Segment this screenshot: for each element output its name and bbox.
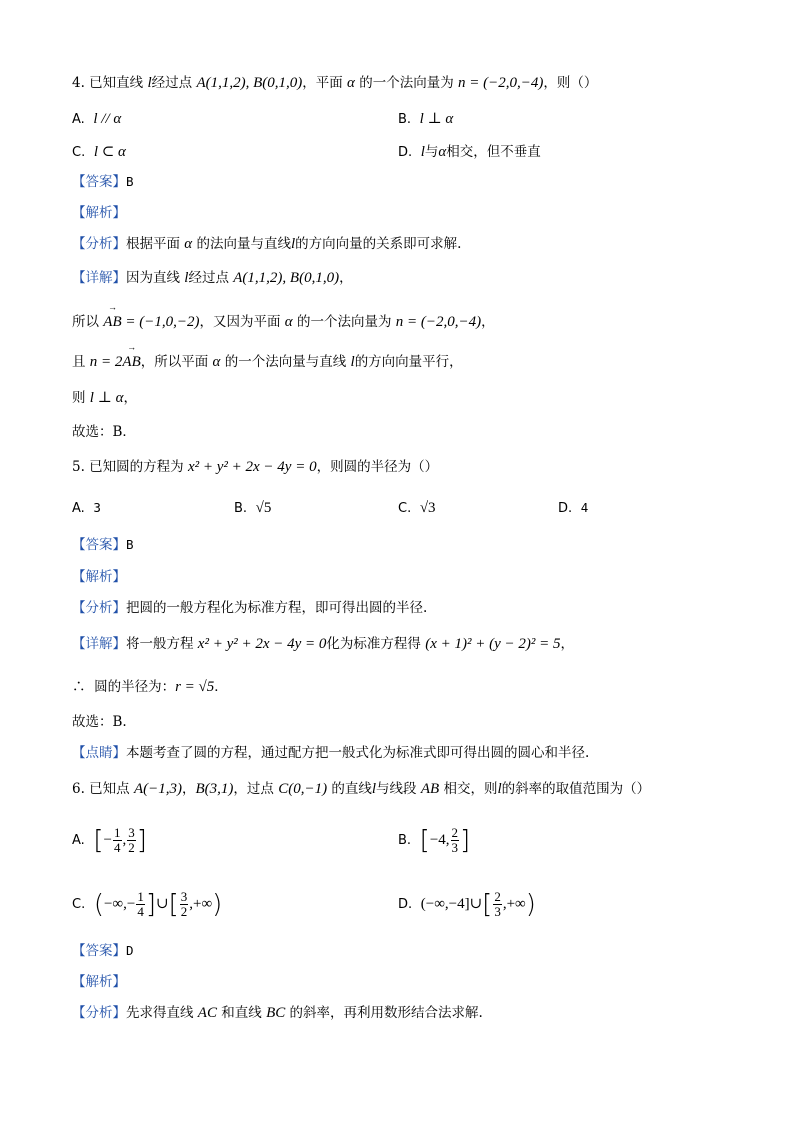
- q6-option-c: C. (−∞,− $\frac{1}{4}$ ]∪[ $\frac{3}{2}$ ,+∞): [72, 889, 223, 920]
- q6-option-b: B. [−4, $\frac{2}{3}$ ]: [398, 825, 471, 856]
- q5-dianjing: 【点睛】本题考查了圆的方程，通过配方把一般式化为标准式即可得出圆的圆心和半径.: [72, 745, 590, 761]
- q5-option-b: B. √5: [234, 500, 272, 516]
- q4-xiangjie-1: 【详解】因为直线 l经过点 A(1,1,2), B(0,1,0)，: [72, 270, 353, 286]
- q6-analysis-heading: 【解析】: [72, 974, 126, 990]
- q5-option-d: D. 4: [558, 500, 589, 516]
- q5-xiangjie: 【详解】将一般方程 x² + y² + 2x − 4y = 0化为标准方程得 (x + 1)² + (y − 2)² = 5，: [72, 636, 574, 652]
- q5-choose: 故选：B.: [72, 714, 127, 730]
- q4-option-c: C. l ⊂ α: [72, 144, 126, 160]
- q4-xiangjie-3: 且 n = 2 → AB，所以平面 α 的一个法向量与直线 l的方向向量平行，: [72, 342, 463, 370]
- q4-answer: 【答案】B: [72, 174, 134, 190]
- q6-answer: 【答案】D: [72, 943, 134, 959]
- q4-xiangjie-2: 所以 → AB = (−1,0,−2)，又因为平面 α 的一个法向量为 n = (−2,0,−4)，: [72, 302, 495, 330]
- q6-fenxi: 【分析】先求得直线 AC 和直线 BC 的斜率，再利用数形结合法求解.: [72, 1005, 483, 1021]
- q5-option-a: A. 3: [72, 500, 101, 516]
- q6-option-a: A. [− $\frac{1}{4}$ , $\frac{3}{2}$ ]: [72, 825, 147, 856]
- q4-option-a: A. l // α: [72, 111, 122, 127]
- q6-option-d: D. (−∞,−4]∪[ $\frac{2}{3}$ ,+∞): [398, 889, 536, 920]
- q4-stem: 4. 已知直线 l经过点 A(1,1,2), B(0,1,0)，平面 α 的一个法向量为 n = (−2,0,−4)，则（）: [72, 75, 598, 91]
- q4-option-d: D. l与α相交，但不垂直: [398, 144, 541, 160]
- q5-stem: 5. 已知圆的方程为 x² + y² + 2x − 4y = 0，则圆的半径为（）: [72, 459, 439, 475]
- q5-analysis-heading: 【解析】: [72, 569, 126, 585]
- q5-fenxi: 【分析】把圆的一般方程化为标准方程，即可得出圆的半径.: [72, 600, 428, 616]
- q5-option-c: C. √3: [398, 500, 436, 516]
- q6-stem: 6. 已知点 A(−1,3)，B(3,1)，过点 C(0,−1) 的直线l与线段 AB 相交，则l的斜率的取值范围为（）: [72, 781, 651, 797]
- q4-xiangjie-4: 则 l ⊥ α，: [72, 390, 137, 406]
- q5-radius: ∴ 圆的半径为：r = √5．: [72, 679, 228, 695]
- q4-fenxi: 【分析】根据平面 α 的法向量与直线l的方向向量的关系即可求解.: [72, 236, 462, 252]
- q4-option-b: B. l ⊥ α: [398, 111, 454, 127]
- q4-analysis-heading: 【解析】: [72, 205, 126, 221]
- q5-answer: 【答案】B: [72, 537, 134, 553]
- q4-choose: 故选：B．: [72, 424, 136, 440]
